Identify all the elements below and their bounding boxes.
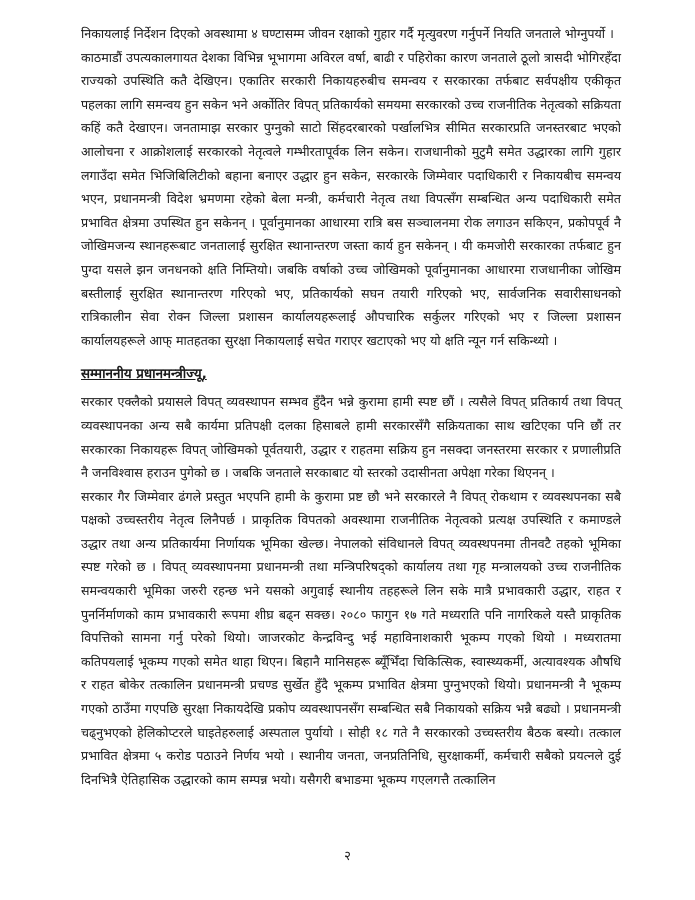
paragraph-2: काठमाडौं उपत्यकालगायत देशका विभिन्न भूभागमा अविरल वर्षा, बाढी र पहिरोका कारण जनताले ठूलो त्रासदी भोगिरहँदा राज्यको उपस्थिति कतै देखिएन। एकातिर सरकारी निकायहरुबीच समन्वय र सरकारका तर्फबाट सर्वपक्षीय एकीकृत पहलका लागि समन्वय हुन सकेन भने अर्कोतिर विपत् प्रतिकार्यको समयमा सरकारको उच्च राजनीतिक नेतृत्वको सक्रियता कहिं कतै देखाएन। जनतामाझ सरकार पुग्नुको साटो सिंहदरबारको पर्खालभित्र सीमित सरकारप्रति जनस्तरबाट भएको आलोचना र आक्रोशलाई सरकारको नेतृत्वले गम्भीरतापूर्वक लिन सकेन। राजधानीको मुटुमै समेत उद्धारका लागि गुहार लगाउँदा समेत भिजिबिलिटीको बहाना बनाएर उद्धार हुन सकेन, सरकारके जिम्मेवार पदाधिकारी र निकायबीच समन्वय भएन, प्रधानमन्त्री विदेश भ्रमणमा रहेको बेला मन्त्री, कर्मचारी नेतृत्व तथा विपत्सँग सम्बन्धित अन्य पदाधिकारी समेत प्रभावित क्षेत्रमा उपस्थित हुन सकेनन् । पूर्वानुमानका आधारमा रात्रि बस सञ्चालनमा रोक लगाउन सकिएन, प्रकोपपूर्व नै जोखिमजन्य स्थानहरूबाट जनतालाई सुरक्षित स्थानान्तरण जस्ता कार्य हुन सकेनन् । यी कमजोरी सरकारका तर्फबाट हुन पुग्दा यसले झन जनधनको क्षति निम्तियो। जबकि वर्षाको उच्च जोखिमको पूर्वानुमानका आधारमा राजधानीका जोखिम बस्तीलाई सुरक्षित स्थानान्तरण गरिएको भए, प्रतिकार्यको सघन तयारी गरिएको भए, सार्वजनिक सवारीसाधनको रात्रिकालीन सेवा रोक्न जिल्ला प्रशासन कार्यालयहरूलाई औपचारिक सर्कुलर गरिएको भए र जिल्ला प्रशासन कार्यालयहरूले आफ् मातहतका सुरक्षा निकायलाई सचेत गराएर खटाएको भए यो क्षति न्यून गर्न सकिन्थ्यो ।	[81, 49, 621, 348]
page-number: २	[344, 849, 351, 864]
paragraph-4: सरकार गैर जिम्मेवार ढंगले प्रस्तुत भएपनि हामी के कुरामा प्रष्ट छौ भने सरकारले नै विपत् रोकथाम र व्यवस्थपनका सबै पक्षको उच्चस्तरीय नेतृत्व लिनैपर्छ । प्राकृतिक विपतको अवस्थामा राजनीतिक नेतृत्वको प्रत्यक्ष उपस्थिति र कमाण्डले उद्धार तथा अन्य प्रतिकार्यमा निर्णायक भूमिका खेल्छ। नेपालको संविधानले विपत् व्यवस्थपनमा तीनवटै तहको भूमिका स्पष्ट गरेको छ । विपत् व्यवस्थापनमा प्रधानमन्त्री तथा मन्त्रिपरिषद्को कार्यालय तथा गृह मन्त्रालयको उच्च राजनीतिक समन्वयकारी भूमिका जरुरी रहन्छ भने यसको अगुवाई स्थानीय तहहरूले लिन सके मात्रै प्रभावकारी उद्धार, राहत र पुनर्निर्माणको काम प्रभावकारी रूपमा शीघ्र बढ्न सक्छ। २०८० फागुन १७ गते मध्यराति पनि नागरिकले यस्तै प्राकृतिक विपत्तिको सामना गर्नु परेको थियो। जाजरकोट केन्द्रविन्दु भई महाविनाशकारी भूकम्प गएको थियो । मध्यरातमा कतिपयलाई भूकम्प गएको समेत थाहा थिएन। बिहानै मानिसहरू ब्यूँभिँदा चिकित्सिक, स्वास्थ्यकर्मी, अत्यावश्यक औषधि र राहत बोकेर तत्कालिन प्रधानमन्त्री प्रचण्ड सुर्खेत हुँदै भूकम्प प्रभावित क्षेत्रमा पुग्नुभएको थियो। प्रधानमन्त्री नै भूकम्प गएको ठाउँमा गएपछि सुरक्षा निकायदेखि प्रकोप व्यवस्थापनसँग सम्बन्धित सबै निकायको सक्रिय भन्नै बढ्यो । प्रधानमन्त्री चढ्नुभएको हेलिकोप्टरले घाइतेहरुलाई अस्पताल पुर्यायो । सोही १८ गते नै सरकारको उच्चस्तरीय बैठक बस्यो। तत्काल प्रभावित क्षेत्रमा ५ करोड पठाउने निर्णय भयो । स्थानीय जनता, जनप्रतिनिधि, सुरक्षाकर्मी, कर्मचारी सबैको प्रयत्नले दुई दिनभित्रै ऐतिहासिक उद्धारको काम सम्पन्न भयो। यसैगरी बभाङमा भूकम्प गएलगत्तै तत्कालिन	[81, 488, 621, 787]
section-heading: सम्माननीय प्रधानमन्त्रीज्यू,	[81, 367, 207, 383]
paragraph-1: निकायलाई निर्देशन दिएको अवस्थामा ४ घण्टासम्म जीवन रक्षाको गुहार गर्दै मृत्युवरण गर्नुपर्ने नियति जनताले भोग्नुपर्यो ।	[81, 26, 614, 41]
paragraph-3: सरकार एक्लैको प्रयासले विपत् व्यवस्थापन सम्भव हुँदैन भन्ने कुरामा हामी स्पष्ट छौं । त्यसैले विपत् प्रतिकार्य तथा विपत् व्यवस्थापनका अन्य सबै कार्यमा प्रतिपक्षी दलका हिसाबले हामी सरकारसँगै सक्रियताका साथ खटिएका पनि छौं तर सरकारका निकायहरू विपत् जोखिमको पूर्वतयारी, उद्धार र राहतमा सक्रिय हुन नसक्दा जनस्तरमा सरकार र प्रणालीप्रति नै जनविश्वास हराउन पुगेको छ । जबकि जनताले सरकाबाट यो स्तरको उदासीनता अपेक्षा गरेका थिएनन् ।	[81, 394, 621, 481]
